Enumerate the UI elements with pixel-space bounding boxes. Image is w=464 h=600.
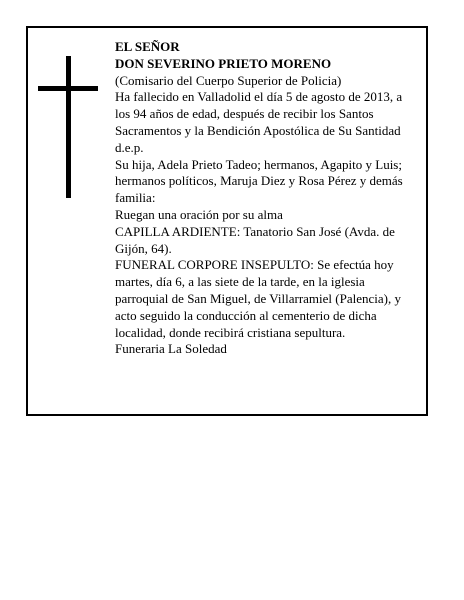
notice-title-line1: EL SEÑOR — [115, 39, 180, 54]
chapel-info: CAPILLA ARDIENTE: Tanatorio San José (Avda. de Gijón, 64). — [115, 223, 395, 256]
cross-icon — [38, 56, 98, 198]
family-members: Su hija, Adela Prieto Tadeo; hermanos, Agapito y Luis; hermanos políticos, Maruja Diez y Rosa Pérez y demás familia: — [115, 156, 403, 206]
funeral-info: FUNERAL CORPORE INSEPULTO: Se efectúa hoy martes, día 6, a las siete de la tarde, en la iglesia parroquial de San Miguel, de Villarramiel (Palencia), y acto seguido la conducción al cementerio de dicha localidad, donde recibirá cristiana sepultura. — [115, 257, 401, 340]
deceased-name: DON SEVERINO PRIETO MORENO — [115, 55, 332, 71]
cross-horizontal-bar — [38, 86, 98, 91]
prayer-request: Ruegan una oración por su alma — [115, 206, 283, 222]
deceased-position: (Comisario del Cuerpo Superior de Policia) — [115, 72, 342, 88]
death-announcement: Ha fallecido en Valladolid el día 5 de agosto de 2013, a los 94 años de edad, después de recibir los Santos Sacramentos y la Bendición Apostólica de Su Santidad d.e.p. — [115, 89, 403, 155]
notice-text — [115, 39, 419, 358]
obituary-notice — [26, 26, 428, 416]
cross-vertical-bar — [66, 56, 71, 198]
funeral-home: Funeraria La Soledad — [115, 341, 227, 357]
